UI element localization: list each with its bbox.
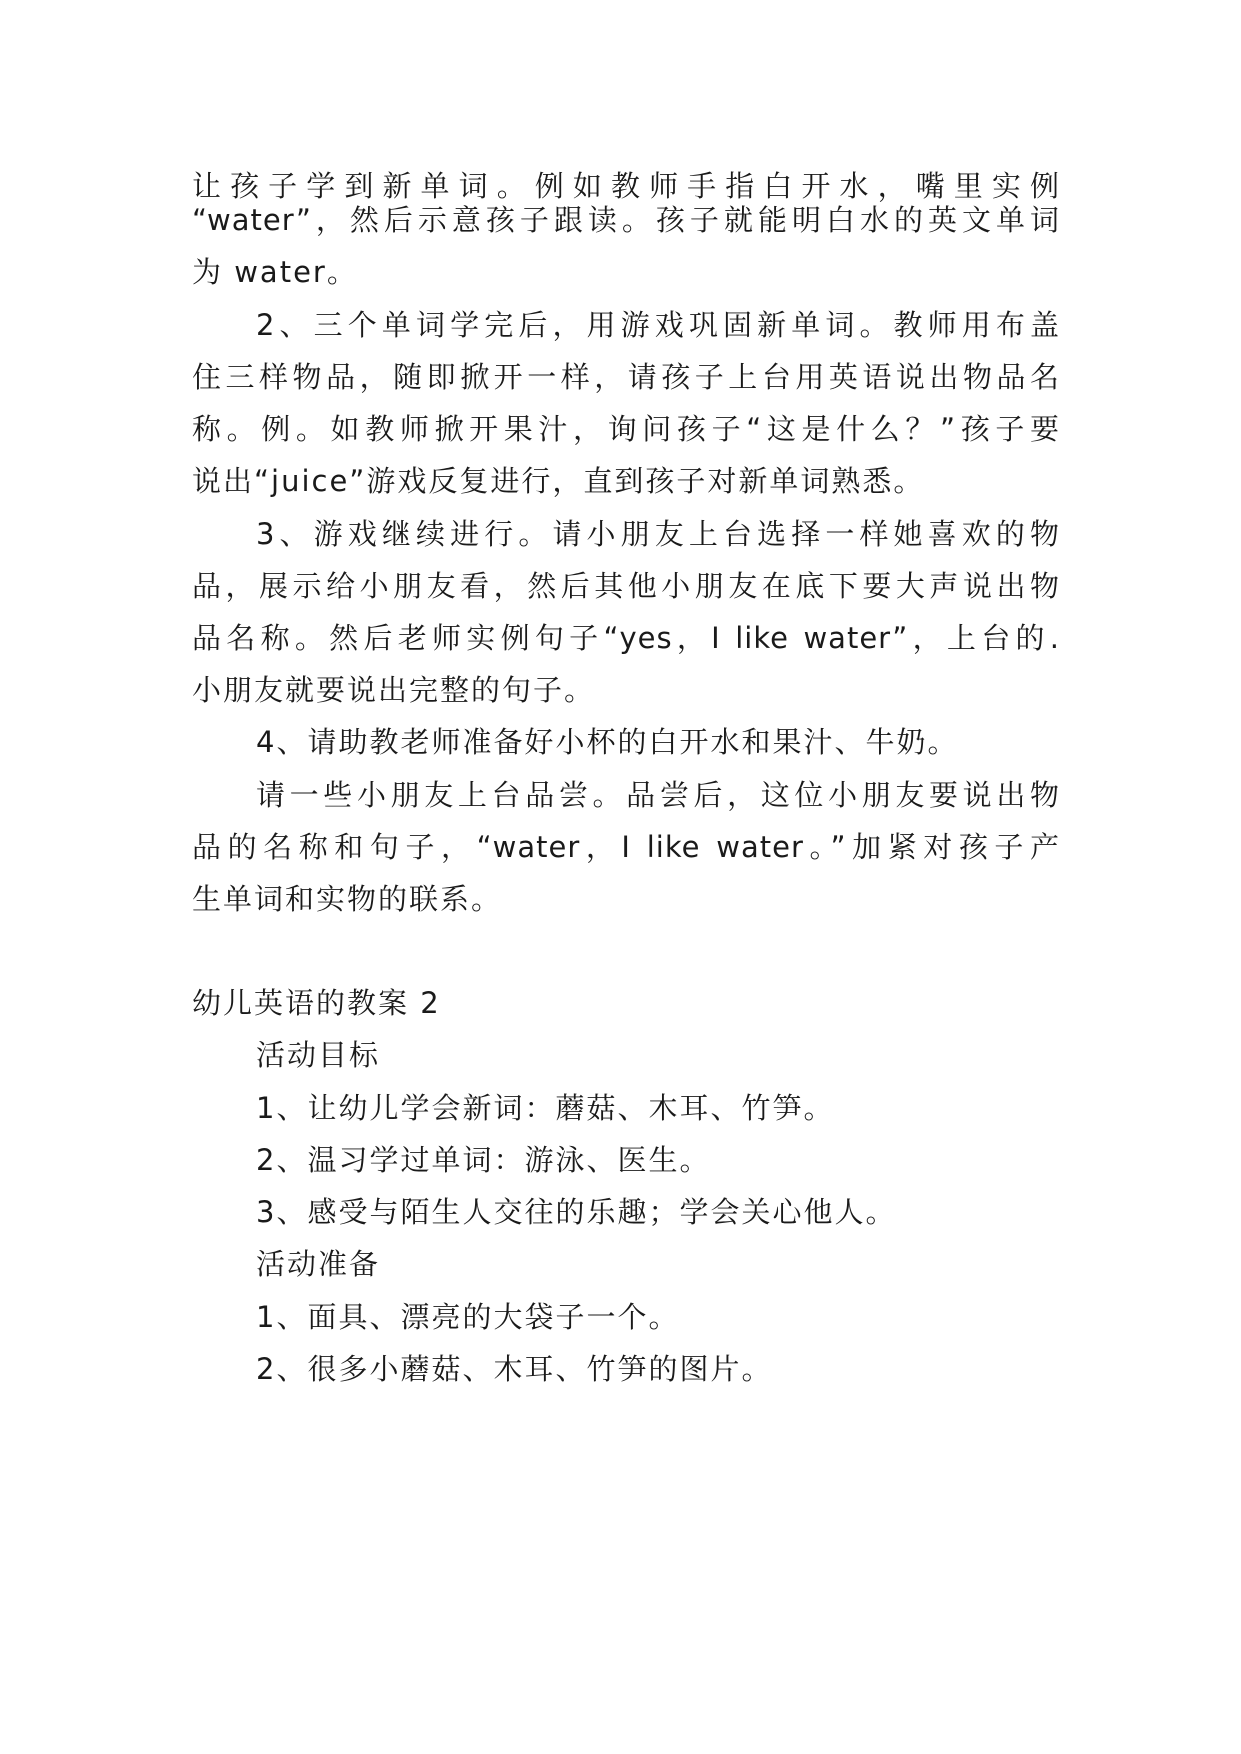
paragraph-line: 住三样物品，随即掀开一样，请孩子上台用英语说出物品名: [192, 360, 1060, 394]
paragraph-line: 为 water。: [192, 255, 358, 289]
section-title: 幼儿英语的教案 2: [192, 986, 441, 1020]
paragraph-line: 小朋友就要说出完整的句子。: [192, 673, 596, 707]
paragraph-line: 品名称。然后老师实例句子“yes，I like water”，上台的.: [192, 621, 1060, 655]
paragraph-line: 4、请助教老师准备好小杯的白开水和果汁、牛奶。: [256, 725, 959, 759]
prep-heading: 活动准备: [256, 1247, 381, 1281]
paragraph-line: 称。例。如教师掀开果汁，询问孩子“这是什么？”孩子要: [192, 412, 1060, 446]
list-item: 2、很多小蘑菇、木耳、竹笋的图片。: [256, 1352, 773, 1386]
paragraph-line: 3、游戏继续进行。请小朋友上台选择一样她喜欢的物: [256, 517, 1060, 551]
paragraph-line: 让孩子学到新单词。例如教师手指白开水，嘴里实例: [192, 169, 1060, 203]
list-item: 1、面具、漂亮的大袋子一个。: [256, 1300, 680, 1334]
paragraph-line: 2、三个单词学完后，用游戏巩固新单词。教师用布盖: [256, 308, 1060, 342]
paragraph-line: 说出“juice”游戏反复进行，直到孩子对新单词熟悉。: [192, 464, 925, 498]
paragraph-line: 品，展示给小朋友看，然后其他小朋友在底下要大声说出物: [192, 569, 1060, 603]
list-item: 3、感受与陌生人交往的乐趣；学会关心他人。: [256, 1195, 897, 1229]
list-item: 1、让幼儿学会新词：蘑菇、木耳、竹笋。: [256, 1091, 835, 1125]
paragraph-line: 品的名称和句子，“water，I like water。”加紧对孩子产: [192, 830, 1060, 864]
goal-heading: 活动目标: [256, 1038, 381, 1072]
paragraph-line: “water”，然后示意孩子跟读。孩子就能明白水的英文单词: [192, 203, 1060, 237]
list-item: 2、温习学过单词：游泳、医生。: [256, 1143, 711, 1177]
paragraph-line: 生单词和实物的联系。: [192, 882, 503, 916]
paragraph-line: 请一些小朋友上台品尝。品尝后，这位小朋友要说出物: [256, 778, 1060, 812]
